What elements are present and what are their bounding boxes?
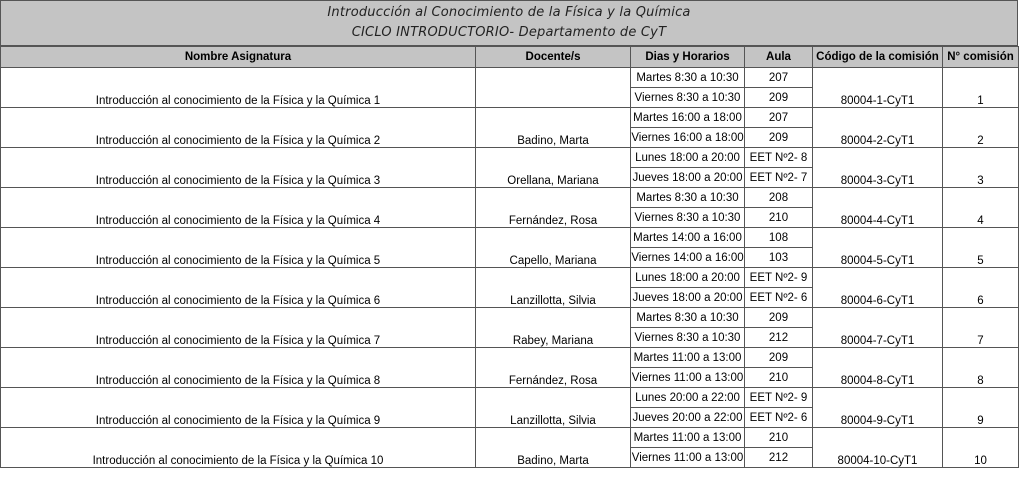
schedule-cell: Lunes 18:00 a 20:00	[631, 268, 745, 288]
table-row	[1, 228, 1019, 248]
schedule-cell: Martes 16:00 a 18:00	[631, 108, 745, 128]
teacher-cell: Lanzillotta, Silvia	[476, 268, 631, 308]
sheet-subtitle: CICLO INTRODUCTORIO- Departamento de CyT	[351, 25, 667, 40]
col-header-aula: Aula	[745, 47, 813, 68]
subject-name-cell: Introducción al conocimiento de la Física y la Química 1	[1, 68, 476, 108]
table-row	[1, 268, 1019, 288]
classroom-cell: 212	[745, 448, 813, 468]
schedule-cell: Viernes 11:00 a 13:00	[631, 448, 745, 468]
schedule-cell: Viernes 11:00 a 13:00	[631, 368, 745, 388]
teacher-cell: Lanzillotta, Silvia	[476, 388, 631, 428]
subject-name-cell: Introducción al conocimiento de la Física y la Química 7	[1, 308, 476, 348]
commission-number-cell: 9	[943, 388, 1019, 428]
commission-code-cell: 80004-6-CyT1	[813, 268, 943, 308]
commission-number-cell: 1	[943, 68, 1019, 108]
classroom-cell: 209	[745, 308, 813, 328]
commission-number-cell: 2	[943, 108, 1019, 148]
classroom-cell: EET Nº2- 8	[745, 148, 813, 168]
title-band	[0, 0, 1018, 46]
schedule-cell: Martes 11:00 a 13:00	[631, 428, 745, 448]
schedule-cell: Jueves 18:00 a 20:00	[631, 288, 745, 308]
schedule-cell: Viernes 8:30 a 10:30	[631, 208, 745, 228]
commission-number-cell: 10	[943, 428, 1019, 468]
schedule-cell: Viernes 14:00 a 16:00	[631, 248, 745, 268]
classroom-cell: 209	[745, 128, 813, 148]
schedule-cell: Lunes 18:00 a 20:00	[631, 148, 745, 168]
classroom-cell: EET Nº2- 9	[745, 268, 813, 288]
commission-code-cell: 80004-5-CyT1	[813, 228, 943, 268]
sheet-title: Introducción al Conocimiento de la Física y la Química	[327, 5, 691, 20]
subject-name-cell: Introducción al conocimiento de la Física y la Química 4	[1, 188, 476, 228]
commission-code-cell: 80004-3-CyT1	[813, 148, 943, 188]
commission-table	[0, 46, 1019, 468]
table-row	[1, 388, 1019, 408]
classroom-cell: 207	[745, 108, 813, 128]
table-row	[1, 308, 1019, 328]
table-row	[1, 148, 1019, 168]
classroom-cell: 210	[745, 208, 813, 228]
teacher-cell: Rabey, Mariana	[476, 308, 631, 348]
subject-name-cell: Introducción al conocimiento de la Física y la Química 2	[1, 108, 476, 148]
commission-number-cell: 6	[943, 268, 1019, 308]
col-header-numero: N° comisión	[943, 47, 1019, 68]
table-row	[1, 108, 1019, 128]
classroom-cell: 212	[745, 328, 813, 348]
commission-number-cell: 4	[943, 188, 1019, 228]
header-row	[1, 47, 1019, 68]
schedule-cell: Jueves 18:00 a 20:00	[631, 168, 745, 188]
schedule-cell: Martes 8:30 a 10:30	[631, 308, 745, 328]
classroom-cell: EET Nº2- 6	[745, 288, 813, 308]
commission-number-cell: 8	[943, 348, 1019, 388]
table-row	[1, 348, 1019, 368]
schedule-cell: Viernes 16:00 a 18:00	[631, 128, 745, 148]
schedule-cell: Martes 8:30 a 10:30	[631, 68, 745, 88]
commission-code-cell: 80004-10-CyT1	[813, 428, 943, 468]
classroom-cell: EET Nº2- 7	[745, 168, 813, 188]
classroom-cell: 108	[745, 228, 813, 248]
teacher-cell: Fernández, Rosa	[476, 188, 631, 228]
col-header-codigo: Código de la comisión	[813, 47, 943, 68]
schedule-cell: Lunes 20:00 a 22:00	[631, 388, 745, 408]
teacher-cell: Orellana, Mariana	[476, 148, 631, 188]
commission-code-cell: 80004-1-CyT1	[813, 68, 943, 108]
teacher-cell: Badino, Marta	[476, 108, 631, 148]
commission-number-cell: 7	[943, 308, 1019, 348]
subject-name-cell: Introducción al conocimiento de la Física y la Química 3	[1, 148, 476, 188]
col-header-horarios: Dias y Horarios	[631, 47, 745, 68]
schedule-cell: Martes 8:30 a 10:30	[631, 188, 745, 208]
col-header-docente: Docente/s	[476, 47, 631, 68]
classroom-cell: EET Nº2- 6	[745, 408, 813, 428]
teacher-cell: Fernández, Rosa	[476, 348, 631, 388]
commission-number-cell: 3	[943, 148, 1019, 188]
commission-code-cell: 80004-2-CyT1	[813, 108, 943, 148]
schedule-cell: Martes 11:00 a 13:00	[631, 348, 745, 368]
schedule-cell: Martes 14:00 a 16:00	[631, 228, 745, 248]
table-body	[1, 68, 1019, 468]
classroom-cell: 209	[745, 348, 813, 368]
classroom-cell: 209	[745, 88, 813, 108]
teacher-cell: Capello, Mariana	[476, 228, 631, 268]
table-row	[1, 188, 1019, 208]
classroom-cell: 207	[745, 68, 813, 88]
table-row	[1, 428, 1019, 448]
classroom-cell: 210	[745, 368, 813, 388]
commission-number-cell: 5	[943, 228, 1019, 268]
classroom-cell: 210	[745, 428, 813, 448]
subject-name-cell: Introducción al conocimiento de la Física y la Química 5	[1, 228, 476, 268]
col-header-asignatura: Nombre Asignatura	[1, 47, 476, 68]
subject-name-cell: Introducción al conocimiento de la Física y la Química 8	[1, 348, 476, 388]
commission-code-cell: 80004-4-CyT1	[813, 188, 943, 228]
schedule-cell: Viernes 8:30 a 10:30	[631, 328, 745, 348]
commission-code-cell: 80004-8-CyT1	[813, 348, 943, 388]
classroom-cell: 103	[745, 248, 813, 268]
subject-name-cell: Introducción al conocimiento de la Física y la Química 10	[1, 428, 476, 468]
subject-name-cell: Introducción al conocimiento de la Física y la Química 6	[1, 268, 476, 308]
classroom-cell: EET Nº2- 9	[745, 388, 813, 408]
classroom-cell: 208	[745, 188, 813, 208]
commission-code-cell: 80004-7-CyT1	[813, 308, 943, 348]
teacher-cell	[476, 68, 631, 108]
schedule-cell: Viernes 8:30 a 10:30	[631, 88, 745, 108]
commission-code-cell: 80004-9-CyT1	[813, 388, 943, 428]
teacher-cell: Badino, Marta	[476, 428, 631, 468]
subject-name-cell: Introducción al conocimiento de la Física y la Química 9	[1, 388, 476, 428]
schedule-cell: Jueves 20:00 a 22:00	[631, 408, 745, 428]
table-row	[1, 68, 1019, 88]
